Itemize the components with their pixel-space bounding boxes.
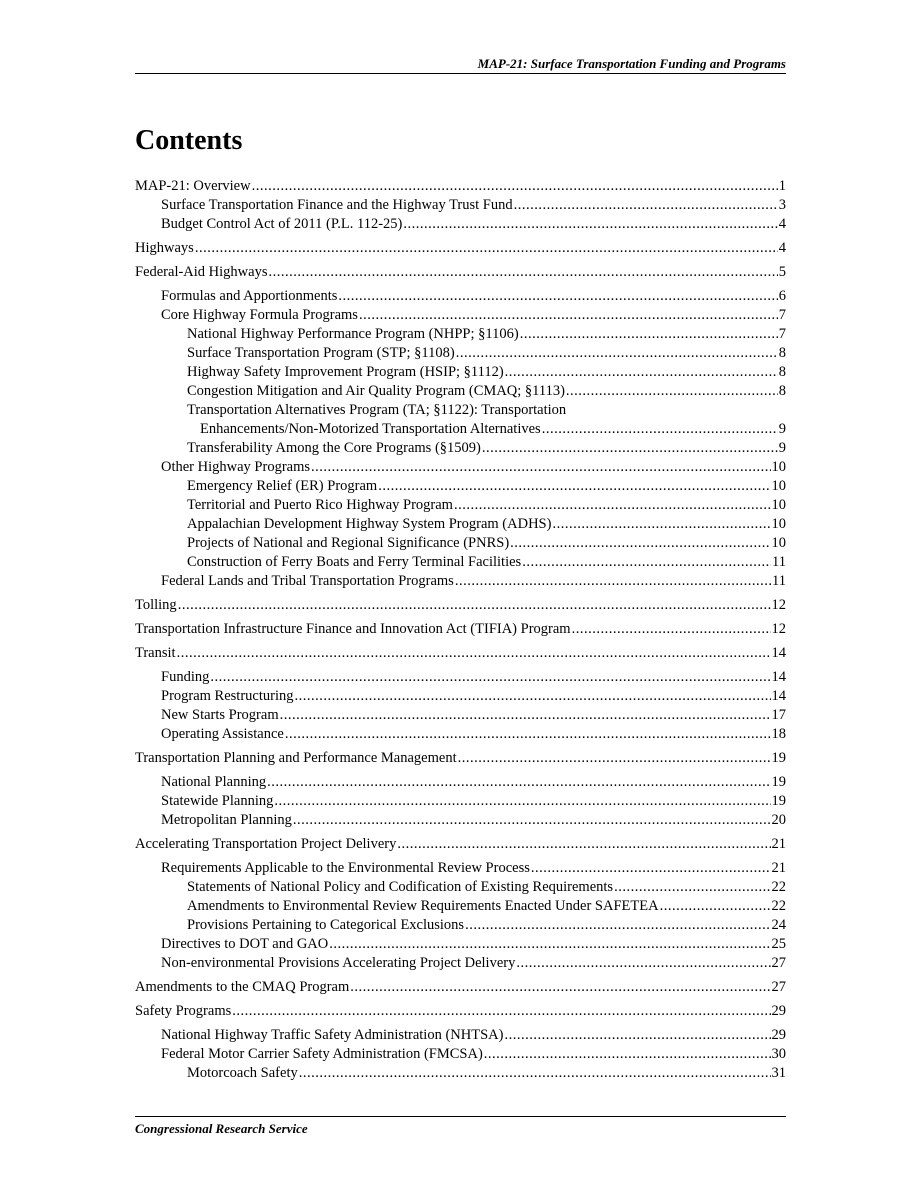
toc-entry[interactable] — [135, 706, 786, 725]
toc-entry-title: Budget Control Act of 2011 (P.L. 112-25) — [161, 216, 403, 232]
toc-entry-page: 21 — [771, 836, 786, 852]
toc-entry-page: 22 — [771, 879, 786, 895]
toc-entry-title: Surface Transportation Program (STP; §1108) — [187, 345, 455, 361]
toc-entry-title: Surface Transportation Finance and the Highway Trust Fund — [161, 197, 513, 213]
toc-entry-title: Accelerating Transportation Project Delivery — [135, 836, 397, 852]
toc-entry[interactable] — [135, 496, 786, 515]
toc-entry-page: 8 — [778, 345, 786, 361]
toc-entry-title: Transportation Planning and Performance Management — [135, 750, 457, 766]
toc-entry-title: Program Restructuring — [161, 688, 294, 704]
toc-entry-title: National Planning — [161, 774, 267, 790]
toc-entry-page: 24 — [771, 917, 786, 933]
toc-entry-page: 10 — [771, 497, 786, 513]
toc-entry[interactable] — [135, 477, 786, 496]
page-title: Contents — [135, 125, 243, 156]
toc-entry[interactable] — [135, 177, 786, 196]
header-rule — [135, 73, 786, 74]
toc-entry-title: Highway Safety Improvement Program (HSIP; §1112) — [187, 364, 504, 380]
toc-entry[interactable] — [135, 239, 786, 258]
toc-entry-title: Transferability Among the Core Programs (§1509) — [187, 440, 481, 456]
toc-entry-page: 29 — [771, 1003, 786, 1019]
toc-entry[interactable] — [135, 1045, 786, 1064]
footer-publisher: Congressional Research Service — [135, 1121, 308, 1136]
toc-entry-title: Territorial and Puerto Rico Highway Program — [187, 497, 453, 513]
toc-entry-title: Amendments to the CMAQ Program — [135, 979, 350, 995]
toc-entry[interactable] — [135, 835, 786, 854]
toc-entry-page: 10 — [771, 535, 786, 551]
toc-entry-title: Operating Assistance — [161, 726, 284, 742]
toc-entry-title: Federal Motor Carrier Safety Administration (FMCSA) — [161, 1046, 483, 1062]
toc-entry-page: 19 — [771, 793, 786, 809]
toc-entry-title: New Starts Program — [161, 707, 279, 723]
toc-entry[interactable] — [135, 382, 786, 401]
toc-entry-title: Core Highway Formula Programs — [161, 307, 358, 323]
toc-entry[interactable] — [135, 596, 786, 615]
toc-entry-title: Transportation Infrastructure Finance and Innovation Act (TIFIA) Program — [135, 621, 571, 637]
toc-entry-title: Tolling — [135, 597, 177, 613]
toc-entry-page: 1 — [778, 178, 786, 194]
toc-entry-title: Construction of Ferry Boats and Ferry Terminal Facilities — [187, 554, 522, 570]
toc-entry[interactable] — [135, 287, 786, 306]
toc-entry-page: 6 — [778, 288, 786, 304]
toc-entry[interactable] — [135, 458, 786, 477]
toc-entry-page: 9 — [778, 421, 786, 437]
toc-entry-page: 12 — [771, 597, 786, 613]
toc-entry[interactable] — [135, 935, 786, 954]
toc-entry-title: Provisions Pertaining to Categorical Exclusions — [187, 917, 465, 933]
toc-entry[interactable] — [135, 196, 786, 215]
toc-entry-page: 8 — [778, 364, 786, 380]
toc-entry-page: 25 — [771, 936, 786, 952]
toc-entry[interactable] — [135, 325, 786, 344]
toc-entry-title: Other Highway Programs — [161, 459, 311, 475]
toc-entry-page: 14 — [771, 645, 786, 661]
toc-entry[interactable] — [135, 687, 786, 706]
toc-entry-title: Funding — [161, 669, 210, 685]
toc-entry-title: Safety Programs — [135, 1003, 232, 1019]
toc-entry-page: 20 — [771, 812, 786, 828]
toc-entry-title: National Highway Performance Program (NHPP; §1106) — [187, 326, 519, 342]
toc-entry-title: Formulas and Apportionments — [161, 288, 338, 304]
toc-entry[interactable] — [135, 515, 786, 534]
toc-entry-page: 14 — [771, 669, 786, 685]
toc-entry-title: National Highway Traffic Safety Administration (NHTSA) — [161, 1027, 504, 1043]
toc-entry[interactable] — [135, 439, 786, 458]
toc-entry[interactable] — [135, 534, 786, 553]
toc-entry[interactable] — [135, 811, 786, 830]
toc-entry-page: 14 — [771, 688, 786, 704]
toc-entry-page: 30 — [771, 1046, 786, 1062]
toc-entry[interactable] — [135, 644, 786, 663]
running-header: MAP-21: Surface Transportation Funding and Programs — [477, 56, 786, 71]
toc-entry[interactable] — [135, 954, 786, 973]
table-of-contents — [135, 177, 786, 1083]
toc-entry-page: 10 — [771, 459, 786, 475]
toc-entry[interactable] — [135, 668, 786, 687]
toc-entry[interactable] — [135, 363, 786, 382]
toc-entry-title: Amendments to Environmental Review Requirements Enacted Under SAFETEA — [187, 898, 659, 914]
footer-rule — [135, 1116, 786, 1117]
toc-entry[interactable] — [135, 263, 786, 282]
toc-entry-page: 7 — [778, 326, 786, 342]
toc-entry-page: 27 — [771, 979, 786, 995]
toc-entry-page: 3 — [778, 197, 786, 213]
toc-entry[interactable] — [135, 620, 786, 639]
toc-entry-title: Projects of National and Regional Significance (PNRS) — [187, 535, 510, 551]
toc-entry[interactable] — [135, 859, 786, 878]
toc-entry-line1[interactable] — [135, 401, 786, 420]
toc-entry[interactable] — [135, 1002, 786, 1021]
toc-entry-title: Appalachian Development Highway System Program (ADHS) — [187, 516, 552, 532]
toc-entry[interactable] — [135, 420, 786, 439]
toc-entry-title: Enhancements/Non-Motorized Transportation Alternatives — [200, 421, 541, 437]
toc-entry-page: 4 — [778, 216, 786, 232]
toc-entry[interactable] — [135, 773, 786, 792]
toc-entry-title: Metropolitan Planning — [161, 812, 292, 828]
toc-entry[interactable] — [135, 978, 786, 997]
toc-entry-page: 4 — [778, 240, 786, 256]
toc-entry[interactable] — [135, 878, 786, 897]
toc-entry-title: Motorcoach Safety — [187, 1065, 298, 1081]
toc-entry-title: Federal-Aid Highways — [135, 264, 268, 280]
toc-entry-page: 19 — [771, 750, 786, 766]
toc-entry[interactable] — [135, 749, 786, 768]
toc-entry-page: 7 — [778, 307, 786, 323]
toc-entry-page: 22 — [771, 898, 786, 914]
toc-entry-page: 27 — [771, 955, 786, 971]
toc-entry-page: 11 — [772, 573, 786, 589]
toc-entry-page: 29 — [771, 1027, 786, 1043]
toc-entry-title: Directives to DOT and GAO — [161, 936, 329, 952]
toc-entry-title: Congestion Mitigation and Air Quality Program (CMAQ; §1113) — [187, 383, 565, 399]
toc-entry-page: 9 — [778, 440, 786, 456]
toc-entry-title: Requirements Applicable to the Environmental Review Process — [161, 860, 530, 876]
toc-entry-page: 21 — [771, 860, 786, 876]
toc-entry-title: Statements of National Policy and Codification of Existing Requirements — [187, 879, 614, 895]
toc-entry[interactable] — [135, 725, 786, 744]
toc-entry-page: 10 — [771, 478, 786, 494]
toc-entry-page: 19 — [771, 774, 786, 790]
toc-entry-page: 12 — [771, 621, 786, 637]
toc-entry-page: 17 — [771, 707, 786, 723]
toc-entry-page: 8 — [778, 383, 786, 399]
toc-entry-title: Federal Lands and Tribal Transportation Programs — [161, 573, 454, 589]
toc-entry-title: Non-environmental Provisions Accelerating Project Delivery — [161, 955, 516, 971]
toc-entry-title: MAP-21: Overview — [135, 178, 251, 194]
toc-entry[interactable] — [135, 916, 786, 935]
toc-entry-title: Transportation Alternatives Program (TA; §1122): Transportation — [187, 402, 567, 418]
toc-entry[interactable] — [135, 572, 786, 591]
toc-entry-page: 18 — [771, 726, 786, 742]
toc-entry[interactable] — [135, 1026, 786, 1045]
toc-entry[interactable] — [135, 1064, 786, 1083]
toc-entry-title: Emergency Relief (ER) Program — [187, 478, 378, 494]
toc-entry-page: 10 — [771, 516, 786, 532]
toc-entry[interactable] — [135, 792, 786, 811]
toc-entry-page: 11 — [772, 554, 786, 570]
toc-entry[interactable] — [135, 306, 786, 325]
toc-entry-title: Transit — [135, 645, 176, 661]
toc-entry[interactable] — [135, 344, 786, 363]
toc-entry[interactable] — [135, 897, 786, 916]
toc-entry-page: 31 — [771, 1065, 786, 1081]
toc-entry-title: Statewide Planning — [161, 793, 274, 809]
toc-entry[interactable] — [135, 215, 786, 234]
toc-entry-page: 5 — [778, 264, 786, 280]
toc-entry-title: Highways — [135, 240, 194, 256]
toc-entry[interactable] — [135, 553, 786, 572]
